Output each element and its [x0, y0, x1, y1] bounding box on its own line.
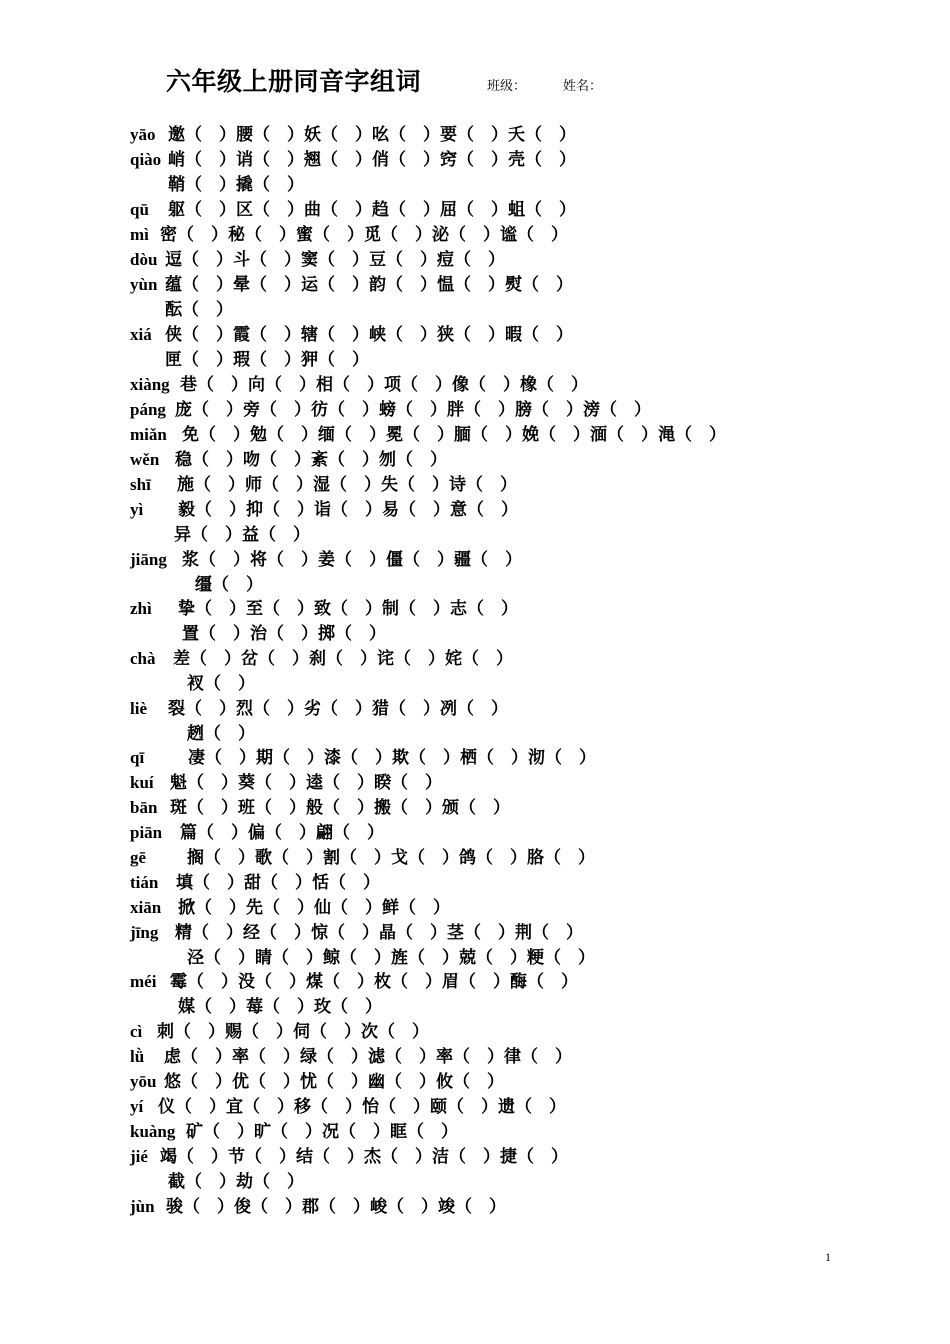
list-item [0, 199, 950, 221]
list-item [0, 499, 950, 521]
list-item [0, 947, 950, 969]
pinyin-label: gē [130, 848, 147, 867]
pinyin-label: kuàng [130, 1122, 176, 1141]
char-items: 挚（ ）至（ ）致（ ）制（ ）志（ ） [178, 599, 518, 619]
pinyin-label: jīng [130, 923, 159, 942]
list-item [0, 399, 950, 421]
char-items: 差（ ）岔（ ）刹（ ）诧（ ）姹（ ） [173, 649, 513, 669]
list-item [0, 1096, 950, 1118]
list-item [0, 1046, 950, 1068]
char-items: 趔（ ） [187, 724, 255, 744]
list-item [0, 574, 950, 596]
pinyin-label: kuí [130, 773, 154, 792]
char-items: 缰（ ） [195, 575, 263, 595]
list-item [0, 1171, 950, 1193]
pinyin-label: wěn [130, 450, 160, 469]
list-item [0, 822, 950, 844]
pinyin-label: bān [130, 798, 158, 817]
list-item [0, 1121, 950, 1143]
list-item [0, 324, 950, 346]
list-item [0, 149, 950, 171]
pinyin-label: xiān [130, 898, 162, 917]
pinyin-label: liè [130, 699, 147, 718]
char-items: 刺（ ）赐（ ）伺（ ）次（ ） [157, 1022, 429, 1042]
class-label: 班级： [487, 79, 527, 94]
char-items: 施（ ）师（ ）湿（ ）失（ ）诗（ ） [177, 475, 517, 495]
char-items: 巷（ ）向（ ）相（ ）项（ ）像（ ）橡（ ） [180, 375, 588, 395]
pinyin-label: jùn [130, 1197, 155, 1216]
pinyin-label: yāo [130, 125, 156, 144]
pinyin-label: tián [130, 873, 159, 892]
list-item [0, 474, 950, 496]
list-item [0, 299, 950, 321]
char-items: 密（ ）秘（ ）蜜（ ）觅（ ）泌（ ）谧（ ） [160, 225, 568, 245]
pinyin-label: yùn [130, 275, 158, 294]
char-items: 填（ ）甜（ ）恬（ ） [176, 873, 380, 893]
char-items: 躯（ ）区（ ）曲（ ）趋（ ）屈（ ）蛆（ ） [168, 200, 576, 220]
list-item [0, 1196, 950, 1218]
list-item [0, 698, 950, 720]
pinyin-label: dòu [130, 250, 158, 269]
list-item [0, 124, 950, 146]
pinyin-label: piān [130, 823, 163, 842]
char-items: 衩（ ） [187, 674, 255, 694]
list-item [0, 747, 950, 769]
pinyin-label: shī [130, 475, 151, 494]
list-item [0, 249, 950, 271]
list-item [0, 623, 950, 645]
list-item [0, 847, 950, 869]
char-items: 媒（ ）莓（ ）玫（ ） [178, 997, 382, 1017]
char-items: 邀（ ）腰（ ）妖（ ）吆（ ）要（ ）夭（ ） [168, 125, 576, 145]
char-items: 蕴（ ）晕（ ）运（ ）韵（ ）愠（ ）熨（ ） [165, 275, 573, 295]
pinyin-label: xiá [130, 325, 152, 344]
char-items: 霉（ ）没（ ）煤（ ）枚（ ）眉（ ）酶（ ） [170, 972, 578, 992]
char-items: 魁（ ）葵（ ）逵（ ）睽（ ） [170, 773, 442, 793]
list-item [0, 723, 950, 745]
pinyin-label: yí [130, 1097, 144, 1116]
pinyin-label: qī [130, 748, 145, 767]
pinyin-label: chà [130, 649, 156, 668]
list-item [0, 996, 950, 1018]
char-items: 精（ ）经（ ）惊（ ）晶（ ）茎（ ）荆（ ） [175, 923, 583, 943]
char-items: 矿（ ）旷（ ）况（ ）眶（ ） [186, 1122, 458, 1142]
char-items: 峭（ ）诮（ ）翘（ ）俏（ ）窍（ ）壳（ ） [168, 150, 576, 170]
pinyin-label: qiào [130, 150, 162, 169]
page-title: 六年级上册同音字组词 [166, 67, 422, 96]
char-items: 截（ ）劫（ ） [168, 1172, 304, 1192]
pinyin-label: miǎn [130, 425, 167, 444]
list-item [0, 897, 950, 919]
list-item [0, 648, 950, 670]
page-number: 1 [825, 1250, 831, 1264]
char-items: 篇（ ）偏（ ）翩（ ） [180, 823, 384, 843]
list-item [0, 274, 950, 296]
list-item [0, 598, 950, 620]
char-items: 浆（ ）将（ ）姜（ ）僵（ ）疆（ ） [182, 550, 522, 570]
char-items: 骏（ ）俊（ ）郡（ ）峻（ ）竣（ ） [166, 1197, 506, 1217]
list-item [0, 922, 950, 944]
char-items: 鞘（ ）撬（ ） [168, 175, 304, 195]
char-items: 竭（ ）节（ ）结（ ）杰（ ）洁（ ）捷（ ） [160, 1147, 568, 1167]
pinyin-label: yōu [130, 1072, 157, 1091]
list-item [0, 797, 950, 819]
list-item [0, 673, 950, 695]
char-items: 免（ ）勉（ ）缅（ ）冕（ ）腼（ ）娩（ ）湎（ ）渑（ ） [182, 425, 726, 445]
pinyin-label: xiàng [130, 375, 170, 394]
char-items: 异（ ）益（ ） [174, 525, 310, 545]
list-item [0, 1146, 950, 1168]
pinyin-label: lǜ [130, 1047, 145, 1066]
char-items: 斑（ ）班（ ）般（ ）搬（ ）颁（ ） [170, 798, 510, 818]
list-item [0, 549, 950, 571]
list-item [0, 872, 950, 894]
char-items: 泾（ ）睛（ ）鲸（ ）旌（ ）兢（ ）粳（ ） [187, 948, 595, 968]
list-item [0, 424, 950, 446]
list-item [0, 524, 950, 546]
pinyin-label: méi [130, 972, 157, 991]
list-item [0, 349, 950, 371]
char-items: 酝（ ） [165, 300, 233, 320]
char-items: 凄（ ）期（ ）漆（ ）欺（ ）栖（ ）沏（ ） [188, 748, 596, 768]
list-item [0, 772, 950, 794]
char-items: 仪（ ）宜（ ）移（ ）怡（ ）颐（ ）遗（ ） [158, 1097, 566, 1117]
list-item [0, 174, 950, 196]
char-items: 悠（ ）优（ ）忧（ ）幽（ ）攸（ ） [164, 1072, 504, 1092]
list-item [0, 1071, 950, 1093]
pinyin-label: mì [130, 225, 149, 244]
char-items: 毅（ ）抑（ ）诣（ ）易（ ）意（ ） [178, 500, 518, 520]
pinyin-label: zhì [130, 599, 152, 618]
list-item [0, 449, 950, 471]
pinyin-label: jié [130, 1147, 148, 1166]
list-item [0, 971, 950, 993]
char-items: 稳（ ）吻（ ）紊（ ）刎（ ） [175, 450, 447, 470]
char-items: 搁（ ）歌（ ）割（ ）戈（ ）鸽（ ）胳（ ） [187, 848, 595, 868]
char-items: 匣（ ）瑕（ ）狎（ ） [165, 350, 369, 370]
char-items: 逗（ ）斗（ ）窦（ ）豆（ ）痘（ ） [165, 250, 505, 270]
char-items: 庞（ ）旁（ ）彷（ ）螃（ ）胖（ ）膀（ ）滂（ ） [175, 400, 651, 420]
list-item [0, 374, 950, 396]
pinyin-label: yì [130, 500, 144, 519]
char-items: 置（ ）治（ ）掷（ ） [182, 624, 386, 644]
list-item [0, 224, 950, 246]
char-items: 掀（ ）先（ ）仙（ ）鲜（ ） [178, 898, 450, 918]
char-items: 裂（ ）烈（ ）劣（ ）猎（ ）冽（ ） [168, 699, 508, 719]
list-item [0, 1021, 950, 1043]
name-label: 姓名： [563, 79, 603, 94]
pinyin-label: páng [130, 400, 166, 419]
char-items: 虑（ ）率（ ）绿（ ）滤（ ）率（ ）律（ ） [164, 1047, 572, 1067]
pinyin-label: qū [130, 200, 149, 219]
char-items: 侠（ ）霞（ ）辖（ ）峡（ ）狭（ ）暇（ ） [165, 325, 573, 345]
pinyin-label: jiāng [130, 550, 167, 569]
pinyin-label: cì [130, 1022, 143, 1041]
